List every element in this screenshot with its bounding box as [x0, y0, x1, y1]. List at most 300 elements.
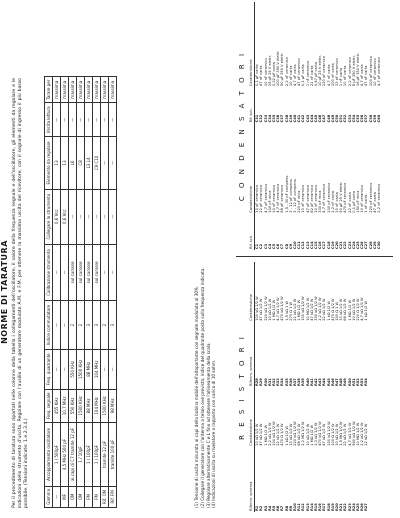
table-cell: C11	[297, 241, 302, 249]
table-cell: C10	[293, 241, 298, 249]
table-cell: 220 pF mica	[297, 190, 302, 213]
table-cell: R26	[360, 503, 365, 511]
column-header: Riferim. schema	[248, 447, 255, 512]
table-cell: 2,2 nF ceramico	[284, 57, 289, 87]
table-cell: 10 kΩ 1/2 W	[305, 423, 310, 446]
table-cell: C58	[368, 114, 373, 123]
table-cell: L3 L4	[85, 137, 93, 189]
table-row	[53, 77, 61, 508]
table-cell: 2	[77, 301, 85, 350]
table-cell: R47	[335, 378, 340, 387]
table-cell: R53	[360, 378, 365, 387]
table-cell: C15	[314, 241, 319, 249]
table-cell: C22	[343, 241, 348, 249]
table-cell: C18	[326, 241, 331, 249]
capacitors-title: C O N D E N S A T O R I	[238, 50, 246, 202]
table-cell: 100 kΩ 1/2 W	[272, 421, 277, 446]
table-cell: 1500 KHz	[77, 350, 85, 389]
table-cell: 22 nF carta	[347, 192, 352, 213]
table-cell: C46	[318, 114, 323, 123]
table-cell: —	[101, 103, 109, 137]
table-cell: R38	[297, 378, 302, 387]
table-cell: 3 - 12 pF compens.	[293, 178, 298, 213]
column-header: Uscita lettura	[45, 103, 53, 137]
table-cell: C31	[255, 114, 260, 123]
table-cell: —	[101, 137, 109, 189]
table-cell: 100 pF mica	[267, 190, 272, 213]
table-cell: C57	[364, 114, 369, 123]
table-cell: C59	[372, 114, 377, 123]
table-cell: C12	[301, 241, 306, 249]
table-cell: 550 KHz	[69, 389, 77, 423]
table-cell: R54	[364, 378, 369, 387]
table-cell: C54	[351, 114, 356, 123]
table-cell: 16 µF 350 V elettr.	[356, 52, 361, 87]
table-cell: C24	[351, 241, 356, 249]
table-cell: 1 MΩ 1/2 W	[309, 424, 314, 446]
table-cell: FM	[85, 486, 93, 507]
table-cell: —	[101, 244, 109, 300]
table-cell: 10 nF carta	[288, 65, 293, 87]
table-cell: R8	[284, 505, 289, 511]
table-cell: 150 Ω 1 W	[335, 301, 340, 321]
table-cell: C4	[267, 243, 272, 249]
table-cell: C8	[77, 137, 85, 189]
column-header: Accoppiamento oscillatore	[45, 423, 53, 487]
table-cell: C8	[284, 243, 289, 249]
table-cell: 10 MΩ 1/2 W	[356, 422, 361, 446]
table-cell: OM	[69, 486, 77, 507]
table-cell: 22 kΩ 1/2 W	[293, 298, 298, 321]
table-cell: —	[61, 301, 69, 350]
table-cell: C36	[276, 114, 281, 123]
table-cell: —	[61, 244, 69, 300]
table-cell: 88 MHz	[85, 389, 93, 423]
table-cell: C34	[267, 114, 272, 123]
table-cell: 47 nF carta	[259, 65, 264, 87]
table-cell: C9	[288, 243, 293, 249]
table-cell: —	[69, 103, 77, 137]
table-cell: —	[61, 103, 69, 137]
column-header: Indice commutatore	[45, 301, 53, 350]
table-cell: 4,7 nF carta	[360, 64, 365, 87]
table-cell: MF	[61, 486, 69, 507]
table-cell: 4,7 nF ceramico	[322, 183, 327, 213]
table-cell: R29	[259, 378, 264, 387]
table-cell: C43	[305, 114, 310, 123]
table-cell: C47	[322, 114, 327, 123]
table-cell: 0,47 µF carta	[314, 62, 319, 87]
table-cell: tramite 100 pF	[109, 423, 117, 487]
column-header: Elemento da regolare	[45, 137, 53, 189]
table-cell: C26	[360, 241, 365, 249]
table-cell: R52	[356, 378, 361, 387]
table-cell: R14	[309, 503, 314, 511]
table-cell: 4,7 pF ceramico	[263, 183, 268, 213]
table-cell: 68 kΩ 1/2 W	[297, 423, 302, 446]
table-cell: 3	[93, 301, 101, 350]
section-divider	[236, 256, 393, 257]
table-cell: massima	[61, 77, 69, 103]
table-cell: R5	[272, 505, 277, 511]
table-cell: R24	[351, 503, 356, 511]
note-line: (3) Regolare alternativamente C e L fino ad ottenere l'allineamento della scala.	[205, 342, 211, 508]
table-cell: C14	[309, 241, 314, 249]
table-cell: 10 kΩ 1/2 W	[335, 423, 340, 446]
table-cell: —	[53, 350, 61, 389]
column-header: Freq. quadrante	[45, 350, 53, 389]
table-cell: 10 nF ceramico	[360, 184, 365, 213]
table-cell: 150 kΩ 1/2 W	[326, 421, 331, 446]
table-row	[109, 77, 117, 508]
table-cell: 10 pF ceramico	[255, 184, 260, 213]
table-cell: 47 nF carta	[372, 192, 377, 213]
table-cell: 8 µF 350 V elettr.	[351, 55, 356, 87]
table-cell: R2	[259, 505, 264, 511]
table-cell: 550 KHz	[69, 350, 77, 389]
note-line: (1) Tensione di uscita misurata ai capi della bobina mobile dell'altoparlante con segnale modulato al 30%.	[194, 285, 199, 508]
table-cell: R21	[339, 503, 344, 511]
table-cell: R18	[326, 503, 331, 511]
table-cell: —	[109, 103, 117, 137]
table-cell: 47 pF ceramico	[305, 184, 310, 213]
table-cell: C6	[276, 243, 281, 249]
resistors-title: R E S I S T O R I	[238, 334, 246, 440]
table-cell: R15	[314, 503, 319, 511]
table-cell: 50 µF 350 V elettr.	[280, 52, 285, 87]
table-cell: sul cursore	[85, 244, 93, 300]
table-cell: 220 pF ceramico	[322, 56, 327, 87]
table-row	[69, 77, 77, 508]
column-header: Caratteristiche	[248, 387, 255, 447]
calibration-intro: Per il procedimento di taratura sono riportati nelle colonne della tabella i collegamenti dell'oscillatore, il valore della frequenza segnale e dell'oscillatore, gli elementi da regolare e le indicazioni dello strumento d'uscita. Regolare con l'ausilio di un generatore modulato A.M. e F.M. per ottenere la massima uscita del ricevitore, con il segnale di ingresso il più basso possibile. (Tensioni indicate: 1.e.2.3.4.)	[12, 78, 30, 508]
capacitors-table	[248, 2, 381, 250]
table-cell: —	[69, 189, 77, 244]
capacitors-table-header	[248, 2, 255, 250]
table-cell: R16	[318, 503, 323, 511]
table-cell: 2	[101, 301, 109, 350]
resistors-table-header	[248, 262, 255, 512]
table-cell: 1 MΩ 1/2 W	[347, 299, 352, 321]
table-cell: C1	[255, 243, 260, 249]
table-cell: 0,6 Vcc	[53, 189, 61, 244]
table-cell: 4,7 nF carta	[326, 64, 331, 87]
table-cell: 4,7 kΩ 1/2 W	[276, 297, 281, 321]
column-header: Calibrazione strumento	[45, 244, 53, 300]
table-cell: 4,7 pF ceramico	[377, 57, 382, 87]
table-cell: C50	[335, 114, 340, 123]
column-header: Caratteristiche	[248, 262, 255, 322]
table-cell: R50	[347, 378, 352, 387]
table-cell: 1 MΩ 1/2 W	[272, 299, 277, 321]
table-cell: C13	[305, 241, 310, 249]
table-cell: L6	[69, 137, 77, 189]
table-cell: R49	[343, 378, 348, 387]
table-cell: massima	[85, 77, 93, 103]
calibration-table-body	[53, 77, 117, 508]
table-cell: C53	[347, 114, 352, 123]
table-cell: 100 kΩ 1/2 W	[301, 296, 306, 321]
table-cell: R41	[309, 378, 314, 387]
table-cell: 220 pF ceramico	[368, 182, 373, 213]
column-header: Tarare per	[45, 77, 53, 103]
table-cell: 10 nF carta	[343, 65, 348, 87]
table-cell: OM	[77, 486, 85, 507]
table-cell: R30	[263, 378, 268, 387]
table-cell: 0,6 Vcc	[61, 189, 69, 244]
table-cell: C40	[293, 114, 298, 123]
table-cell: R44	[322, 378, 327, 387]
capacitors-block	[236, 2, 393, 250]
table-cell: 3	[85, 301, 93, 350]
table-cell: FM	[93, 486, 101, 507]
table-cell: C20	[335, 241, 340, 249]
table-cell: 47 pF ceramico	[297, 58, 302, 87]
table-cell: 22 kΩ 1/2 W	[322, 298, 327, 321]
table-cell: 104 MHz	[93, 389, 101, 423]
table-cell: sul cursore	[93, 244, 101, 300]
table-cell: 10 µF 25 V elettr.	[318, 55, 323, 87]
table-cell: —	[53, 103, 61, 137]
column-header: Collegare lo strumento	[45, 189, 53, 244]
table-cell: 12 kΩ 1/2 W	[364, 423, 369, 446]
table-cell: 2,2 kΩ 1/2 W	[267, 422, 272, 446]
table-cell: 470 pF ceramico	[343, 182, 348, 213]
table-cell: R10	[293, 503, 298, 511]
table-cell: 2,2 nF ceramico	[347, 57, 352, 87]
resistors-block	[236, 262, 393, 512]
table-cell: 1 / 100pF	[93, 423, 101, 487]
table-cell: R35	[284, 378, 289, 387]
table-cell: 2,2 nF ceramico	[377, 183, 382, 213]
table-cell: massima	[53, 77, 61, 103]
table-cell: 1 / 10pF	[77, 423, 85, 487]
table-cell: —	[61, 350, 69, 389]
table-cell: massima	[77, 77, 85, 103]
table-cell: C2	[259, 243, 264, 249]
table-cell: 10 kΩ 1/2 W	[267, 298, 272, 321]
table-cell: 470 kΩ 1/2 W	[280, 296, 285, 321]
table-cell: C17	[322, 241, 327, 249]
column-header: Rif. sch.	[248, 87, 255, 123]
table-row	[101, 77, 109, 508]
table-cell: R33	[276, 378, 281, 387]
table-cell: R46	[330, 378, 335, 387]
table-cell: 0,1 µF carta	[351, 191, 356, 213]
table-cell: C44	[309, 114, 314, 123]
table-cell: R22	[343, 503, 348, 511]
table-cell: —	[77, 103, 85, 137]
table-cell: C25	[356, 241, 361, 249]
table-cell: 82 pF ceramico	[309, 184, 314, 213]
table-cell: C51	[339, 114, 344, 123]
table-cell: 3,3 kΩ 1/2 W	[314, 422, 319, 446]
table-cell: C56	[360, 114, 365, 123]
table-cell: 68 pF ceramico	[280, 184, 285, 213]
column-header: Gamma	[45, 486, 53, 507]
table-cell: massima	[101, 77, 109, 103]
table-cell: 1 nF ceramico	[305, 60, 310, 87]
table-cell: R12	[301, 503, 306, 511]
table-cell: —	[77, 189, 85, 244]
table-cell: 1 / 100pF	[85, 423, 93, 487]
table-cell: C33	[263, 114, 268, 123]
table-cell: 4,7 nF carta	[293, 64, 298, 87]
table-cell: C60	[377, 114, 382, 123]
table-cell: C39	[288, 114, 293, 123]
table-cell: 1500 KHz	[101, 389, 109, 423]
table-cell: 4,5 MHz 500 pF	[61, 423, 69, 487]
components-section	[236, 2, 393, 512]
table-cell: 47 kΩ 1/2 W	[259, 423, 264, 446]
table-cell: C35	[272, 114, 277, 123]
table-cell: 1 MΩ 1/2 W	[297, 299, 302, 321]
column-header: Caratteristiche	[248, 2, 255, 87]
table-cell: —	[93, 103, 101, 137]
table-cell: 0,1 µF carta	[255, 64, 260, 87]
calibration-title: NORME DI TARATURA	[0, 240, 9, 344]
table-cell: 150 pF mica	[356, 190, 361, 213]
table-cell: R42	[314, 378, 319, 387]
table-cell: 1 / 500pF	[53, 423, 61, 487]
table-cell: R20	[335, 503, 340, 511]
table-cell: C48	[326, 114, 331, 123]
table-cell: C52	[343, 114, 348, 123]
table-cell: R43	[318, 378, 323, 387]
table-cell: 1,5 kΩ 1 W	[284, 300, 289, 321]
table-cell: C9 C10	[93, 137, 101, 189]
table-cell: C37	[280, 114, 285, 123]
table-cell: R32	[272, 378, 277, 387]
table-cell: R19	[330, 503, 335, 511]
table-cell: R27	[364, 503, 369, 511]
table-cell: R4	[267, 505, 272, 511]
table-cell: 10 nF ceramico	[372, 58, 377, 87]
table-cell: 1 MΩ 1/2 W	[263, 424, 268, 446]
table-row	[93, 77, 101, 508]
table-cell: —	[101, 350, 109, 389]
table-cell: 3 - 12 pF compens.	[288, 178, 293, 213]
column-header: Rif. sch.	[248, 214, 255, 250]
table-cell: 10 kΩ 1/2 W	[255, 423, 260, 446]
table-cell: 3	[109, 301, 117, 350]
table-cell: R34	[280, 378, 285, 387]
table-cell: 560 kΩ 1/2 W	[351, 421, 356, 446]
table-row	[377, 2, 381, 250]
table-cell: 220 Ω 1/2 W	[356, 298, 361, 321]
table-cell: R31	[267, 378, 272, 387]
table-cell: 98 MHz	[109, 389, 117, 423]
table-cell: C49	[330, 114, 335, 123]
table-cell: 10 nF ceramico	[301, 184, 306, 213]
table-cell: 100 nF carta	[330, 63, 335, 87]
table-cell: 1500 KHz	[77, 389, 85, 423]
note-line: (4) Indicazioni di uscita su rivelatore a rapporto con carico di 10 kohm.	[211, 359, 217, 508]
capacitors-table-body	[255, 2, 382, 250]
table-cell: —	[109, 137, 117, 189]
table-cell: 47 kΩ 1/2 W	[259, 298, 264, 321]
table-cell: 1 nF carta	[339, 67, 344, 87]
table-cell: sul cursore	[77, 244, 85, 300]
table-row	[61, 77, 69, 508]
table-cell: C29	[372, 241, 377, 249]
table-cell: C21	[339, 241, 344, 249]
table-cell: R45	[326, 378, 331, 387]
note-line: (2) Collegare il generatore con l'antenna a telaio ove prevista; indice del quadrante posto sulla frequenza indicata.	[199, 267, 205, 508]
table-cell: —	[53, 301, 61, 350]
resistors-table-body	[255, 262, 369, 512]
table-cell: C27	[364, 241, 369, 249]
table-cell: R37	[293, 378, 298, 387]
table-cell: 330 pF mica	[318, 190, 323, 213]
table-cell: 100 µF 350 V elettr.	[276, 50, 281, 87]
table-cell: R3	[263, 505, 268, 511]
table-cell: 455 KHz	[53, 389, 61, 423]
table-cell: C42	[301, 114, 306, 123]
table-cell: 1,5 MΩ 1/2 W	[339, 421, 344, 446]
table-cell: 10 nF ceramico	[272, 184, 277, 213]
table-cell: 100 kΩ 1/2 W	[255, 296, 260, 321]
table-cell: R6	[276, 505, 281, 511]
table-cell: 0,1 µF carta	[301, 64, 306, 87]
table-cell: 25 µF 25 V elettr.	[267, 55, 272, 87]
table-cell: —	[109, 350, 117, 389]
table-cell: 47 kΩ 1/2 W	[309, 298, 314, 321]
table-cell: Rif. OM	[101, 486, 109, 507]
table-cell: R23	[347, 503, 352, 511]
table-cell: 50 µF 25 V elettr.	[339, 181, 344, 213]
table-cell: 470 kΩ 1/2 W	[318, 421, 323, 446]
table-cell: R51	[351, 378, 356, 387]
table-cell: 2,2 MΩ 1/2 W	[301, 421, 306, 446]
calibration-table	[44, 76, 117, 508]
table-cell: 47 nF carta	[364, 65, 369, 87]
table-cell: 10 MΩ 1/2 W	[305, 297, 310, 321]
table-cell: 22 kΩ 1/2 W	[276, 423, 281, 446]
table-cell: 22 nF carta	[309, 65, 314, 87]
table-cell: —	[53, 244, 61, 300]
table-cell: 10 kΩ 1/2 W	[351, 298, 356, 321]
table-cell: R7	[280, 505, 285, 511]
table-cell: C5	[272, 243, 277, 249]
table-cell: R40	[305, 378, 310, 387]
table-cell: R11	[297, 503, 302, 511]
table-cell: 88 MHz	[85, 350, 93, 389]
table-cell: Rif. FM	[109, 486, 117, 507]
table-cell: 100 Ω 1/2 W	[330, 423, 335, 446]
table-cell: R39	[301, 378, 306, 387]
table-cell: R9	[288, 505, 293, 511]
table-cell: 4,7 kΩ 1/2 W	[347, 422, 352, 446]
table-cell: massima	[93, 77, 101, 103]
table-row	[364, 262, 368, 512]
table-cell: 1 kΩ 1/2 W	[364, 300, 369, 321]
calibration-section	[0, 12, 235, 512]
table-cell: 100 pF ceramico	[326, 182, 331, 213]
table-cell: 470 Ω 1/2 W	[280, 423, 285, 446]
table-cell: ai capi di C7 tramite 12 pF	[69, 423, 77, 487]
table-cell: —	[93, 189, 101, 244]
table-cell: 13	[53, 137, 61, 189]
table-cell: 10,7 MHz	[61, 389, 69, 423]
table-cell: —	[53, 486, 61, 507]
table-cell: R13	[305, 503, 310, 511]
calibration-notes	[194, 78, 217, 508]
table-cell: —	[109, 244, 117, 300]
table-cell: R36	[288, 378, 293, 387]
table-cell: 22 pF ceramico	[259, 184, 264, 213]
table-cell: 2	[69, 301, 77, 350]
